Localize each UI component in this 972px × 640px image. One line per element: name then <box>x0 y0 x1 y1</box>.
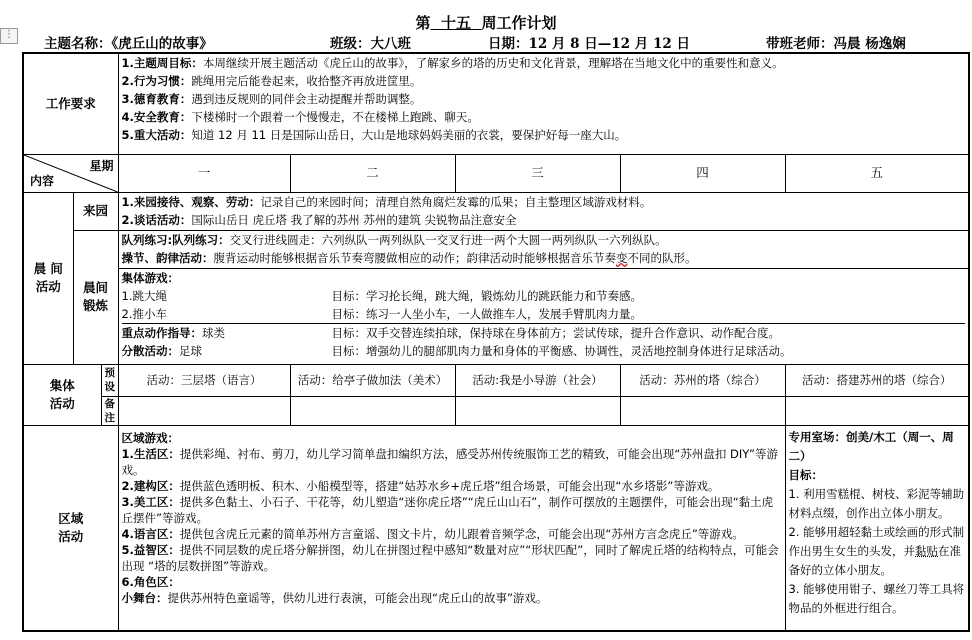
special-goal-flagged: 黏贴 <box>915 543 938 558</box>
title-week-number <box>431 14 482 32</box>
game-row <box>122 342 966 360</box>
item-key: 4.安全教育： <box>121 110 192 124</box>
area-item <box>122 526 782 542</box>
work-req-label: 工作要求 <box>23 53 118 154</box>
arrival-reception-key: 1.来园接待、观察、劳动： <box>121 194 261 209</box>
note-tuesday <box>290 396 455 425</box>
note-friday <box>785 396 969 425</box>
work-req-item <box>122 72 966 90</box>
role-area-title: 6.角色区： <box>121 574 180 589</box>
day-tuesday: 二 <box>290 154 455 192</box>
special-goal-text: 2. 能够用超轻黏土或绘画的形式制作出男生女生的头发，并 <box>788 524 965 558</box>
area-value: 提供多色黏土、小石子、干花等，幼儿塑造“迷你虎丘塔”“虎丘山山石”，制作可摆放的主题摆件，可能会出现“黏土虎丘摆件”等游戏。 <box>121 494 774 525</box>
queue-key: 队列练习:队列练习： <box>121 232 230 247</box>
arrival-content <box>118 192 969 230</box>
item-key: 1.主题周目标： <box>121 56 203 70</box>
title-week-text: 十五 <box>440 14 471 32</box>
special-goal: 1. 利用雪糕棍、树枝、彩泥等辅助材料点缀，创作出立体小朋友。 <box>788 486 965 520</box>
title-prefix: 第 <box>415 14 431 32</box>
special-room-content <box>785 425 969 631</box>
note-wednesday <box>455 396 620 425</box>
area-games-title: 区域游戏： <box>121 430 179 445</box>
role-area-item <box>122 590 782 606</box>
date-range: 日期：12 月 8 日—12 月 12 日 <box>488 36 690 52</box>
rhythm-key: 操节、韵律活动： <box>121 250 214 265</box>
area-value: 提供蓝色透明板、积木、小船模型等，搭建“姑苏水乡+虎丘塔”组合场景，可能会出现“水乡塔影”等游戏。 <box>179 478 720 493</box>
group-games-title: 集体游戏： <box>121 270 179 285</box>
work-req-item <box>122 126 966 144</box>
area-activity-label: 区域 活动 <box>23 425 118 631</box>
theme-name: 主题名称：《虎丘山的故事》 <box>44 36 213 52</box>
special-room-title: 专用室场：创美/木工（周一、周二） <box>788 429 954 463</box>
special-goal: 3. 能够使用钳子、螺丝刀等工具将物品的外框进行组合。 <box>788 581 965 615</box>
queue-value: 交叉行进线圆走：六列纵队一两列纵队一交叉行进一两个大圆一两列纵队一六列纵队。 <box>229 232 667 247</box>
special-goal-title: 目标： <box>788 467 823 482</box>
games-table <box>122 287 966 360</box>
item-value: 本周继续开展主题活动《虎丘山的故事》，了解家乡的塔的历史和文化背景，理解塔在当地文化中的重要性和意义。 <box>202 56 784 70</box>
rhythm-value: 腹背运动时能够根据音乐节奏弯腰做相应的动作；韵律活动时能够根据音乐节奏 <box>213 250 616 265</box>
group-activity-label: 集体 活动 <box>23 364 101 425</box>
title-suffix: 周工作计划 <box>481 14 557 32</box>
morning-exercise-label: 晨间 锻炼 <box>73 230 118 364</box>
item-key: 2.行为习惯： <box>121 74 192 88</box>
focus-value: 球类 <box>202 325 225 340</box>
queue-practice-content <box>118 230 969 268</box>
rhythm-value-end: 不同的队形。 <box>627 250 697 265</box>
item-key: 3.德育教育： <box>121 92 192 106</box>
work-req-item <box>122 54 966 72</box>
area-value: 提供包含虎丘元素的简单苏州方言童谣、图文卡片，幼儿跟着音频学念，可能会出现“苏州方言念虎丘”等游戏。 <box>179 526 744 541</box>
area-key: 4.语言区： <box>121 526 180 541</box>
area-value: 提供彩绳、衬布、剪刀，幼儿学习简单盘扣编织方法，感受苏州传统服饰工艺的精致，可能会出现“苏州盘扣 DIY”等游戏。 <box>121 446 779 477</box>
focus-goal: 目标：双手交替连续拍球，保持球在身体前方；尝试传球，提升合作意识、动作配合度。 <box>332 323 966 342</box>
content-header-label: 内容 <box>30 173 55 188</box>
item-value: 知道 12 月 11 日是国际山岳日，大山是地球妈妈美丽的衣裳，要保护好每一座大山。 <box>191 128 627 142</box>
group-activity-friday: 活动：搭建苏州的塔（综合） <box>785 364 969 396</box>
talk-activity-value: 国际山岳日 虎丘塔 我了解的苏州 苏州的建筑 尖锐物品注意安全 <box>191 212 517 227</box>
work-req-item <box>122 90 966 108</box>
area-key: 5.益智区： <box>121 542 180 557</box>
group-activity-tuesday: 活动：给亭子做加法（美术） <box>290 364 455 396</box>
game-goal: 目标：练习一人坐小车，一人做推车人，发展手臂肌肉力量。 <box>331 306 642 321</box>
rhythm-value-flagged: 变 <box>616 250 628 265</box>
game-row <box>122 287 966 305</box>
game-name: 1.跳大绳 <box>121 288 167 303</box>
class-name: 班级：大八班 <box>330 36 411 52</box>
area-value: 提供不同层数的虎丘塔分解拼图，幼儿在拼图过程中感知“数量对应”“形状匹配”，同时了解虎丘塔的结构特点，可能会出现 “塔的层数拼图”等游戏。 <box>121 542 779 573</box>
game-goal: 目标：学习抡长绳，跳大绳，锻炼幼儿的跳跃能力和节奏感。 <box>331 288 642 303</box>
weekly-plan-table <box>22 52 970 632</box>
week-content-diagonal-cell <box>23 154 118 192</box>
item-value: 跳绳用完后能卷起来，收拾整齐再放进筐里。 <box>191 74 422 88</box>
group-activity-thursday: 活动：苏州的塔（综合） <box>620 364 785 396</box>
special-goal <box>789 523 966 580</box>
area-key: 2.建构区： <box>121 478 180 493</box>
table-move-handle[interactable]: ⋮ <box>0 28 18 44</box>
area-item <box>122 494 782 526</box>
group-activity-wednesday: 活动:我是小导游（社会） <box>455 364 620 396</box>
role-value: 提供苏州特色童谣等，供幼儿进行表演，可能会出现“虎丘山的故事”游戏。 <box>167 590 548 605</box>
day-friday: 五 <box>785 154 969 192</box>
work-req-item <box>122 108 966 126</box>
morning-activity-label: 晨 间 活动 <box>23 192 73 364</box>
note-thursday <box>620 396 785 425</box>
item-value: 下楼梯时一个跟着一个慢慢走，不在楼梯上跑跳、聊天。 <box>191 110 479 124</box>
area-games-content <box>118 425 785 631</box>
arrival-reception-value: 记录自己的来园时间；清理自然角腐烂发霉的瓜果；自主整理区域游戏材料。 <box>260 194 652 209</box>
game-row <box>122 323 966 342</box>
arrival-label: 来园 <box>73 192 118 230</box>
free-goal: 目标：增强幼儿的腿部肌肉力量和身体的平衡感、协调性，灵活地控制身体进行足球活动。 <box>331 343 792 358</box>
talk-activity-key: 2.谈话活动： <box>121 212 192 227</box>
group-activity-monday: 活动：三层塔（语言） <box>118 364 290 396</box>
game-row <box>122 305 966 324</box>
special-goal-text-end: 在准备好的立体小朋友。 <box>788 543 961 577</box>
game-name: 2.推小车 <box>121 306 167 321</box>
work-req-content <box>118 53 969 154</box>
area-item <box>122 542 782 574</box>
item-value: 遇到违反规则的同伴会主动提醒并帮助调整。 <box>191 92 422 106</box>
group-games-content <box>118 268 969 364</box>
free-value: 足球 <box>179 343 202 358</box>
day-wednesday: 三 <box>455 154 620 192</box>
role-key: 小舞台： <box>121 590 168 605</box>
focus-key: 重点动作指导： <box>121 325 202 340</box>
area-key: 1.生活区： <box>121 446 180 461</box>
doc-header <box>0 32 972 52</box>
preset-label: 预设 <box>101 364 118 396</box>
note-label: 备注 <box>101 396 118 425</box>
doc-title <box>0 12 972 33</box>
day-thursday: 四 <box>620 154 785 192</box>
item-key: 5.重大活动： <box>121 128 192 142</box>
free-key: 分散活动： <box>121 343 179 358</box>
weekday-header-label: 星期 <box>89 158 114 173</box>
note-monday <box>118 396 290 425</box>
teachers: 带班老师：冯晨 杨逸娴 <box>766 36 906 52</box>
area-item <box>122 446 782 478</box>
area-item <box>122 478 782 494</box>
day-monday: 一 <box>118 154 290 192</box>
area-key: 3.美工区： <box>121 494 180 509</box>
